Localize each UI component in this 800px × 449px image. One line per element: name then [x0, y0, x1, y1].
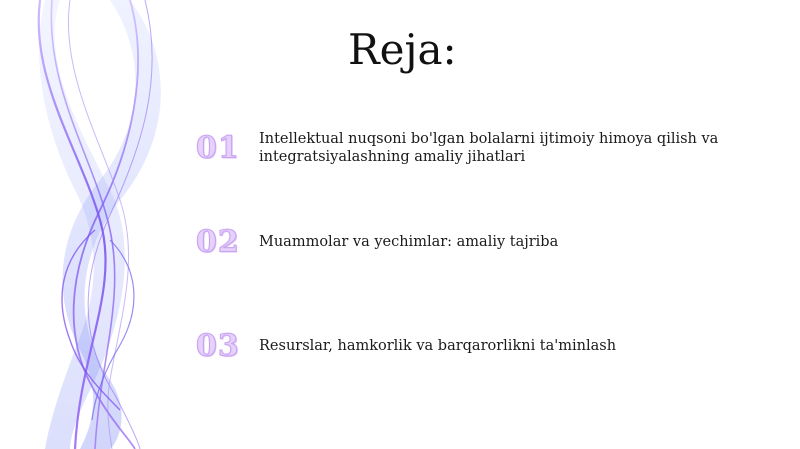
agenda-item-number: 03: [196, 329, 248, 364]
agenda-item-text: Intellektual nuqsoni bo'lgan bolalarni ijtimoiy himoya qilish va integratsiyalashning amaliy jihatlari: [259, 131, 719, 165]
agenda-item-1: [196, 118, 776, 178]
agenda-item-number: 01: [196, 131, 248, 166]
agenda-item-2: [196, 212, 776, 272]
agenda-item-3: [196, 316, 776, 376]
slide-title-text: Reja:: [348, 25, 457, 74]
agenda-item-number: 02: [196, 225, 248, 260]
agenda-item-text: Resurslar, hamkorlik va barqarorlikni ta'minlash: [259, 338, 617, 354]
agenda-item-text: Muammolar va yechimlar: amaliy tajriba: [259, 234, 559, 250]
decorative-wave-graphic: [0, 0, 200, 449]
